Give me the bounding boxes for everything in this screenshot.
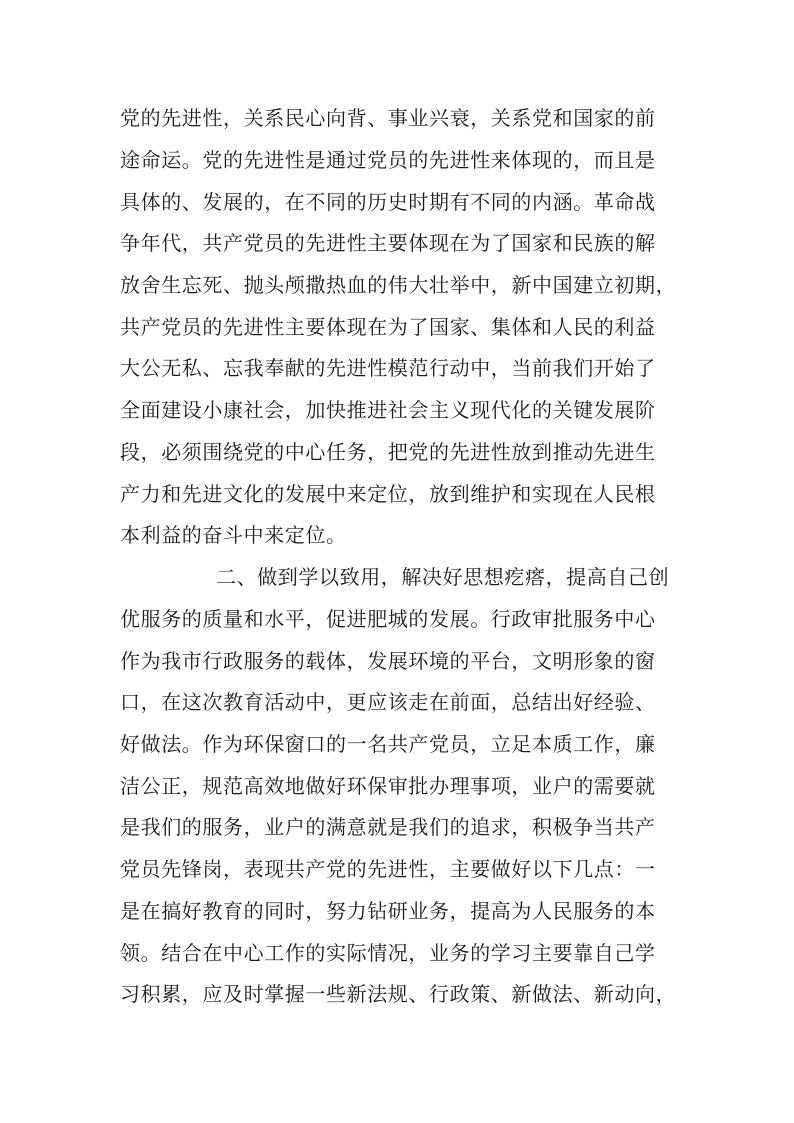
text-line: 本利益的奋斗中来定位。 xyxy=(120,523,347,547)
text-line: 习积累，应及时掌握一些新法规、行政策、新做法、新动向， xyxy=(120,982,677,1006)
text-line: 放舍生忘死、抛头颅撒热血的伟大壮举中，新中国建立初期， xyxy=(120,273,677,297)
section-heading-line: 二、做到学以致用，解决好思想疙瘩，提高自己创 xyxy=(216,565,670,589)
text-line: 优服务的质量和水平，促进肥城的发展。行政审批服务中心 xyxy=(120,607,656,631)
text-line: 共产党员的先进性主要体现在为了国家、集体和人民的利益 xyxy=(120,315,656,339)
text-line: 具体的、发展的，在不同的历史时期有不同的内涵。革命战 xyxy=(120,190,656,214)
text-line: 党员先锋岗，表现共产党的先进性，主要做好以下几点：一 xyxy=(120,857,656,881)
text-line: 段，必须围绕党的中心任务，把党的先进性放到推动先进生 xyxy=(120,440,656,464)
text-line: 是我们的服务，业户的满意就是我们的追求，积极争当共产 xyxy=(120,815,656,839)
text-line: 途命运。党的先进性是通过党员的先进性来体现的，而且是 xyxy=(120,148,656,172)
text-line: 好做法。作为环保窗口的一名共产党员，立足本质工作，廉 xyxy=(120,732,656,756)
text-line: 是在搞好教育的同时，努力钻研业务，提高为人民服务的本 xyxy=(120,899,656,923)
text-line: 产力和先进文化的发展中来定位，放到维护和实现在人民根 xyxy=(120,482,656,506)
text-line: 党的先进性，关系民心向背、事业兴衰，关系党和国家的前 xyxy=(120,106,656,130)
text-line: 作为我市行政服务的载体，发展环境的平台，文明形象的窗 xyxy=(120,649,656,673)
text-line: 全面建设小康社会，加快推进社会主义现代化的关键发展阶 xyxy=(120,398,656,422)
text-line: 领。结合在中心工作的实际情况，业务的学习主要靠自己学 xyxy=(120,941,656,965)
text-line: 洁公正，规范高效地做好环保审批办理事项，业户的需要就 xyxy=(120,774,656,798)
text-line: 大公无私、忘我奉献的先进性模范行动中，当前我们开始了 xyxy=(120,356,656,380)
text-line: 争年代，共产党员的先进性主要体现在为了国家和民族的解 xyxy=(120,231,656,255)
text-line: 口，在这次教育活动中，更应该走在前面，总结出好经验、 xyxy=(120,690,656,714)
